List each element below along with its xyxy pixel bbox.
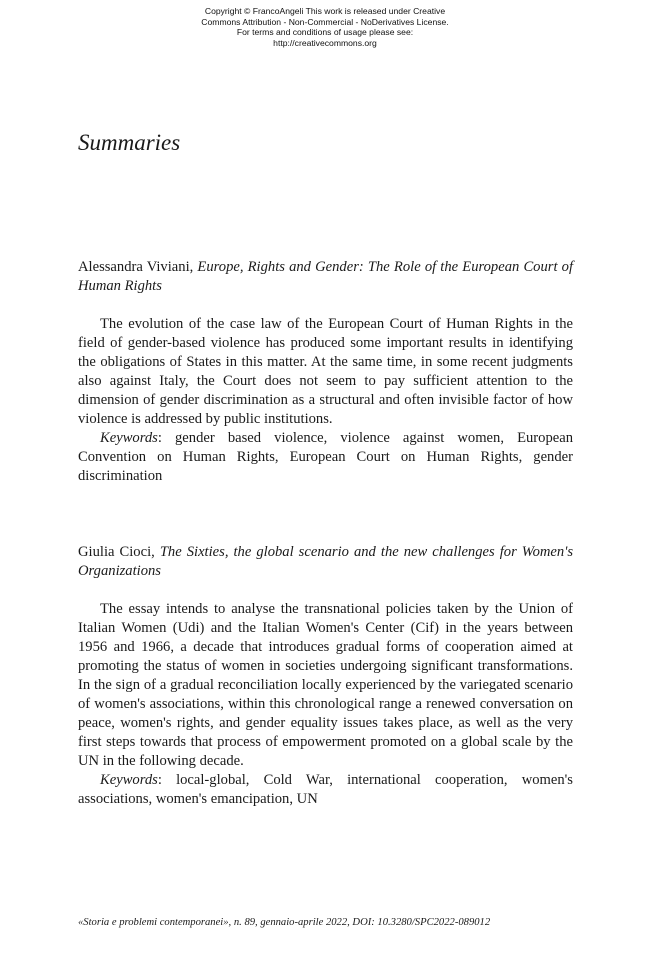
keywords-list: : gender based violence, violence against women, European Convention on Human Rights, European Court on Human Rights, gender discrimination: [78, 430, 573, 484]
article-title: The Sixties, the global scenario and the new challenges for Women's Organizations: [78, 544, 573, 579]
article-heading: Giulia Cioci, The Sixties, the global scenario and the new challenges for Women's Organizations: [78, 544, 573, 579]
article-keywords: [78, 429, 573, 486]
journal-citation-footer: «Storia e problemi contemporanei», n. 89, gennaio-aprile 2022, DOI: 10.3280/SPC2022-089012: [78, 917, 491, 928]
copyright-line: Commons Attribution - Non-Commercial - NoDerivatives License.: [201, 16, 449, 27]
copyright-url: http://creativecommons.org: [273, 37, 377, 48]
keywords-label: Keywords: [100, 430, 158, 446]
article-summary: [78, 543, 573, 809]
article-keywords: [78, 771, 573, 809]
article-author: Alessandra Viviani: [78, 259, 190, 275]
article-abstract: The essay intends to analyse the transnational policies taken by the Union of Italian Women (Udi) and the Italian Women's Center (Cif) in the years between 1956 and 1966, a decade that introduces gradual forms of cooperation aimed at promoting the status of women in societies undergoing significant transformations. In the sign of a gradual reconciliation locally experienced by the variegated scenario of women's associations, within this chronological range a renewed conversation on peace, women's rights, and gender equality issues takes place, as well as the very first steps towards that process of empowerment promoted on a global scale by the UN in the following decade.: [78, 601, 573, 769]
keywords-label: Keywords: [100, 772, 158, 788]
article-heading: Alessandra Viviani, Europe, Rights and Gender: The Role of the European Court of Human Rights: [78, 259, 574, 294]
section-title: Summaries: [78, 130, 181, 155]
keywords-list: : local-global, Cold War, international cooperation, women's associations, women's emancipation, UN: [78, 772, 573, 807]
article-author: Giulia Cioci: [78, 544, 152, 560]
copyright-line: Copyright © FrancoAngeli This work is released under Creative: [204, 6, 446, 16]
article-summary: [78, 258, 573, 486]
article-title: Europe, Rights and Gender: The Role of the European Court of Human Rights: [78, 259, 574, 294]
copyright-notice: [0, 6, 650, 48]
copyright-line: For terms and conditions of usage please see:: [236, 27, 414, 38]
article-abstract: The evolution of the case law of the European Court of Human Rights in the field of gender-based violence has produced some important results in identifying the obligations of States in this matter. At the same time, in some recent judgments also against Italy, the Court does not seem to pay sufficient attention to the dimension of gender discrimination as a structural and often invisible factor of how violence is addressed by public institutions.: [78, 316, 573, 427]
